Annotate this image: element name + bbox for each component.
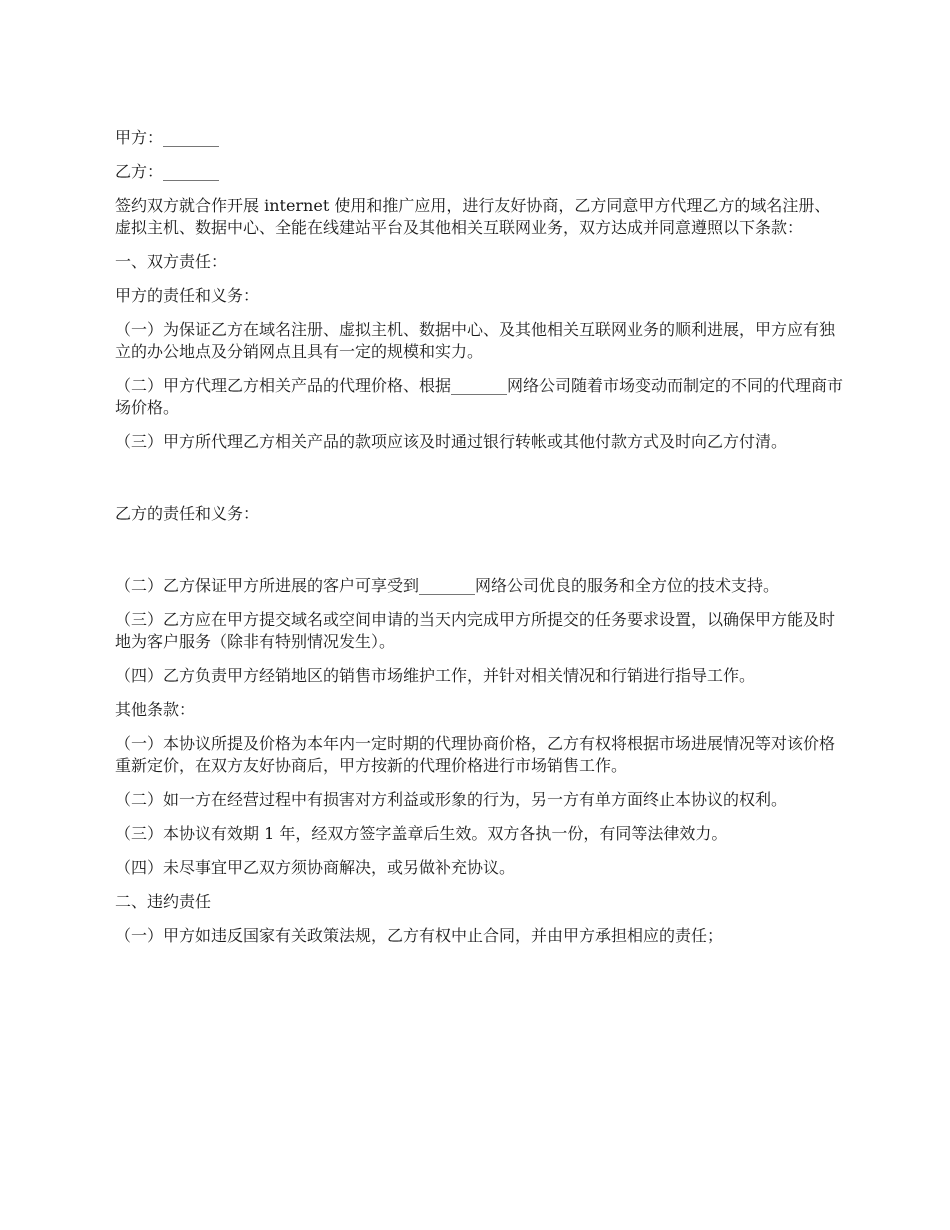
breach-term-1: （一）甲方如违反国家有关政策法规，乙方有权中止合同，并由甲方承担相应的责任； xyxy=(115,926,724,945)
section-2-heading: 二、违约责任 xyxy=(115,892,212,911)
party-a-duty-2: （二）甲方代理乙方相关产品的代理价格、根据_______网络公司随着市场变动而制定的不同的代理商市场价格。 xyxy=(115,376,844,417)
party-a-duty-3: （三）甲方所代理乙方相关产品的款项应该及时通过银行转帐或其他付款方式及时向乙方付清。 xyxy=(115,432,788,451)
party-b-duty-3: （三）乙方应在甲方提交域名或空间申请的当天内完成甲方所提交的任务要求设置，以确保甲方能及时地为客户服务（除非有特别情况发生）。 xyxy=(115,610,836,651)
party-b-duty-4: （四）乙方负责甲方经销地区的销售市场维护工作，并针对相关情况和行销进行指导工作。 xyxy=(115,666,756,685)
other-term-4: （四）未尽事宜甲乙双方须协商解决，或另做补充协议。 xyxy=(115,858,516,877)
party-b-duties-heading: 乙方的责任和义务： xyxy=(115,504,260,523)
other-term-3: （三）本协议有效期 1 年，经双方签字盖章后生效。双方各执一份，有同等法律效力。 xyxy=(115,824,728,843)
section-1-heading: 一、双方责任： xyxy=(115,252,228,271)
other-term-2: （二）如一方在经营过程中有损害对方利益或形象的行为，另一方有单方面终止本协议的权利。 xyxy=(115,790,788,809)
other-terms-heading: 其他条款： xyxy=(115,700,196,719)
party-a-line: 甲方：_______ xyxy=(115,128,220,147)
party-a-duty-1: （一）为保证乙方在域名注册、虚拟主机、数据中心、及其他相关互联网业务的顺利进展，甲方应有独立的办公地点及分销网点且具有一定的规模和实力。 xyxy=(115,320,836,361)
blank-spacer xyxy=(115,537,845,575)
document-body xyxy=(115,127,845,959)
party-b-line: 乙方：_______ xyxy=(115,162,220,181)
other-term-1: （一）本协议所提及价格为本年内一定时期的代理协商价格，乙方有权将根据市场进展情况等对该价格重新定价，在双方友好协商后，甲方按新的代理价格进行市场销售工作。 xyxy=(115,734,836,775)
party-b-duty-2: （二）乙方保证甲方所进展的客户可享受到_______网络公司优良的服务和全方位的技术支持。 xyxy=(115,576,780,595)
intro-paragraph: 签约双方就合作开展 internet 使用和推广应用，进行友好协商，乙方同意甲方代理乙方的域名注册、虚拟主机、数据中心、全能在线建站平台及其他相关互联网业务，双方达成并同意遵照以下条款： xyxy=(115,196,831,237)
blank-spacer xyxy=(115,465,845,503)
party-a-duties-heading: 甲方的责任和义务： xyxy=(115,286,260,305)
